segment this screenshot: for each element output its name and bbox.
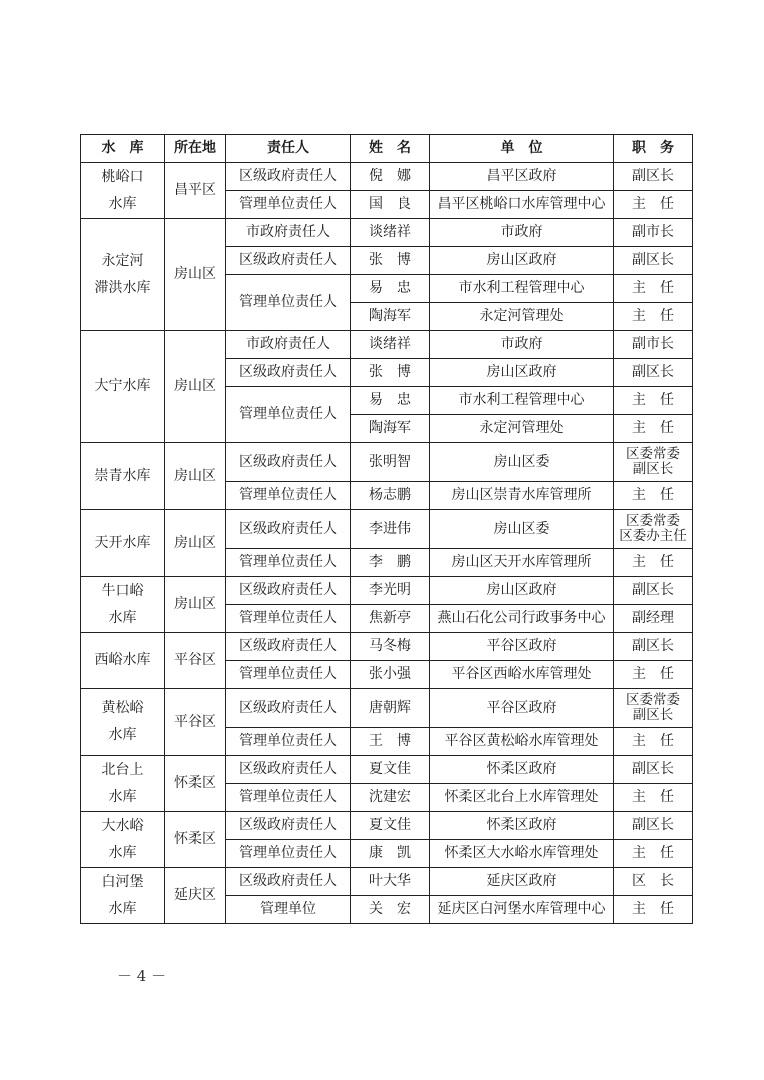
position-cell: 副区长 [614,247,693,275]
responsible-role-cell: 区级政府责任人 [226,868,351,896]
responsible-role-cell: 管理单位 [226,896,351,924]
position-cell: 副市长 [614,331,693,359]
responsible-role-cell: 管理单位责任人 [226,661,351,689]
unit-cell: 怀柔区大水峪水库管理处 [430,840,614,868]
responsible-role-cell: 管理单位责任人 [226,482,351,510]
responsible-role-cell: 管理单位责任人 [226,784,351,812]
unit-cell: 房山区政府 [430,247,614,275]
reservoir-name-cell: 大宁水库 [81,331,165,443]
responsible-role-cell: 管理单位责任人 [226,387,351,443]
responsible-role-cell: 市政府责任人 [226,219,351,247]
person-name-cell: 叶大华 [351,868,430,896]
location-cell: 怀柔区 [165,756,226,812]
table-body [81,163,693,924]
position-cell: 主 任 [614,840,693,868]
table-row [81,443,693,482]
table-row [81,577,693,605]
reservoir-name-cell: 桃峪口 水库 [81,163,165,219]
unit-cell: 延庆区政府 [430,868,614,896]
person-name-cell: 谈绪祥 [351,219,430,247]
table-row [81,331,693,359]
position-cell: 主 任 [614,728,693,756]
position-cell: 主 任 [614,387,693,415]
person-name-cell: 倪 娜 [351,163,430,191]
person-name-cell: 关 宏 [351,896,430,924]
person-name-cell: 陶海军 [351,415,430,443]
location-cell: 昌平区 [165,163,226,219]
position-cell: 主 任 [614,784,693,812]
unit-cell: 怀柔区北台上水库管理处 [430,784,614,812]
position-cell: 主 任 [614,191,693,219]
position-cell: 副区长 [614,163,693,191]
responsible-role-cell: 区级政府责任人 [226,163,351,191]
responsible-role-cell: 管理单位责任人 [226,549,351,577]
unit-cell: 永定河管理处 [430,415,614,443]
reservoir-name-cell: 永定河 滞洪水库 [81,219,165,331]
responsible-role-cell: 区级政府责任人 [226,510,351,549]
person-name-cell: 国 良 [351,191,430,219]
reservoir-name-cell: 天开水库 [81,510,165,577]
person-name-cell: 张 博 [351,247,430,275]
responsible-role-cell: 区级政府责任人 [226,812,351,840]
person-name-cell: 谈绪祥 [351,331,430,359]
person-name-cell: 马冬梅 [351,633,430,661]
location-cell: 平谷区 [165,689,226,756]
position-cell: 副区长 [614,577,693,605]
unit-cell: 平谷区西峪水库管理处 [430,661,614,689]
page-number: － 4 － [117,967,167,985]
position-cell: 副区长 [614,812,693,840]
position-cell: 副区长 [614,359,693,387]
responsible-role-cell: 管理单位责任人 [226,840,351,868]
position-cell: 主 任 [614,303,693,331]
unit-cell: 怀柔区政府 [430,812,614,840]
table-row [81,756,693,784]
unit-cell: 房山区委 [430,443,614,482]
person-name-cell: 易 忠 [351,275,430,303]
unit-cell: 永定河管理处 [430,303,614,331]
unit-cell: 房山区政府 [430,577,614,605]
person-name-cell: 夏文佳 [351,812,430,840]
position-cell: 主 任 [614,549,693,577]
header-reservoir: 水 库 [81,135,165,163]
unit-cell: 平谷区政府 [430,633,614,661]
unit-cell: 延庆区白河堡水库管理中心 [430,896,614,924]
location-cell: 怀柔区 [165,812,226,868]
unit-cell: 房山区天开水库管理所 [430,549,614,577]
reservoir-name-cell: 黄松峪 水库 [81,689,165,756]
location-cell: 延庆区 [165,868,226,924]
table-row [81,868,693,896]
position-cell: 区委常委 副区长 [614,443,693,482]
person-name-cell: 夏文佳 [351,756,430,784]
person-name-cell: 李进伟 [351,510,430,549]
reservoir-name-cell: 北台上 水库 [81,756,165,812]
person-name-cell: 张小强 [351,661,430,689]
unit-cell: 昌平区桃峪口水库管理中心 [430,191,614,219]
person-name-cell: 易 忠 [351,387,430,415]
table-header-row [81,135,693,163]
responsible-role-cell: 管理单位责任人 [226,191,351,219]
person-name-cell: 张明智 [351,443,430,482]
table-row [81,163,693,191]
position-cell: 副经理 [614,605,693,633]
header-position: 职 务 [614,135,693,163]
table-row [81,219,693,247]
responsible-role-cell: 管理单位责任人 [226,728,351,756]
position-cell: 副区长 [614,633,693,661]
unit-cell: 市水利工程管理中心 [430,275,614,303]
reservoir-name-cell: 白河堡 水库 [81,868,165,924]
responsible-role-cell: 区级政府责任人 [226,247,351,275]
person-name-cell: 李光明 [351,577,430,605]
header-responsible-role: 责任人 [226,135,351,163]
reservoir-name-cell: 西峪水库 [81,633,165,689]
header-location: 所在地 [165,135,226,163]
reservoir-name-cell: 大水峪 水库 [81,812,165,868]
position-cell: 主 任 [614,275,693,303]
reservoir-name-cell: 牛口峪 水库 [81,577,165,633]
person-name-cell: 张 博 [351,359,430,387]
position-cell: 副市长 [614,219,693,247]
responsible-role-cell: 区级政府责任人 [226,443,351,482]
position-cell: 主 任 [614,415,693,443]
responsible-role-cell: 区级政府责任人 [226,577,351,605]
person-name-cell: 沈建宏 [351,784,430,812]
responsible-role-cell: 区级政府责任人 [226,689,351,728]
person-name-cell: 杨志鹏 [351,482,430,510]
person-name-cell: 李 鹏 [351,549,430,577]
location-cell: 房山区 [165,219,226,331]
unit-cell: 市水利工程管理中心 [430,387,614,415]
position-cell: 区 长 [614,868,693,896]
responsible-role-cell: 管理单位责任人 [226,605,351,633]
person-name-cell: 陶海军 [351,303,430,331]
location-cell: 房山区 [165,443,226,510]
location-cell: 房山区 [165,331,226,443]
position-cell: 主 任 [614,482,693,510]
position-cell: 主 任 [614,896,693,924]
reservoir-responsibility-table [80,134,693,924]
unit-cell: 市政府 [430,331,614,359]
person-name-cell: 焦新亭 [351,605,430,633]
unit-cell: 平谷区政府 [430,689,614,728]
table-row [81,510,693,549]
person-name-cell: 唐朝辉 [351,689,430,728]
header-unit: 单 位 [430,135,614,163]
unit-cell: 房山区委 [430,510,614,549]
responsible-role-cell: 区级政府责任人 [226,756,351,784]
reservoir-name-cell: 崇青水库 [81,443,165,510]
position-cell: 区委常委 区委办主任 [614,510,693,549]
table-row [81,812,693,840]
unit-cell: 房山区崇青水库管理所 [430,482,614,510]
unit-cell: 怀柔区政府 [430,756,614,784]
table-row [81,689,693,728]
responsible-role-cell: 管理单位责任人 [226,275,351,331]
table-row [81,633,693,661]
position-cell: 区委常委 副区长 [614,689,693,728]
responsible-role-cell: 区级政府责任人 [226,359,351,387]
responsible-role-cell: 区级政府责任人 [226,633,351,661]
location-cell: 平谷区 [165,633,226,689]
unit-cell: 房山区政府 [430,359,614,387]
person-name-cell: 康 凯 [351,840,430,868]
header-person-name: 姓 名 [351,135,430,163]
unit-cell: 燕山石化公司行政事务中心 [430,605,614,633]
responsible-role-cell: 市政府责任人 [226,331,351,359]
location-cell: 房山区 [165,510,226,577]
position-cell: 副区长 [614,756,693,784]
position-cell: 主 任 [614,661,693,689]
unit-cell: 市政府 [430,219,614,247]
person-name-cell: 王 博 [351,728,430,756]
unit-cell: 昌平区政府 [430,163,614,191]
unit-cell: 平谷区黄松峪水库管理处 [430,728,614,756]
location-cell: 房山区 [165,577,226,633]
